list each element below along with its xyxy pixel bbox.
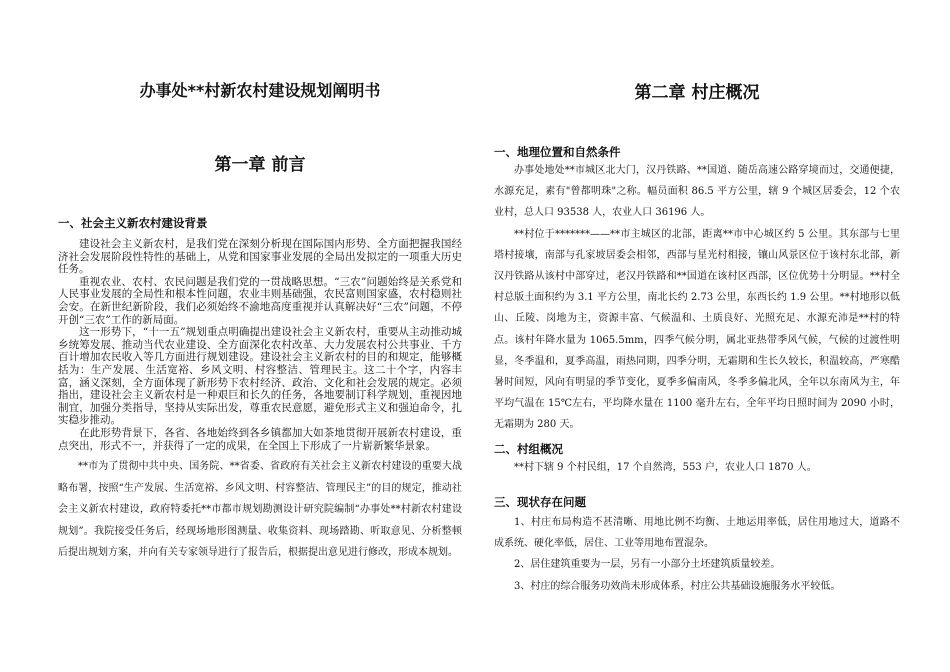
background-paragraphs — [58, 238, 462, 452]
paragraph: 2、居住建筑重要为一层，另有一小部分土坯建筑质量较差。 — [514, 559, 781, 571]
paragraph: 重视农业、农村、农民问题是我们党的一贯战略思想。“三农”问题始终是关系党和人民事业发展的全局性和根本性问题，农业丰则基础强，农民富则国家盛，农村稳则社会安。在新世纪新阶段，我们必须始终不渝地高度重视并认真解决好“三农”问题，不停开创“三农”工作的新局面。 — [58, 275, 462, 326]
geography-paragraphs — [494, 160, 900, 436]
section-heading-problems: 三、现状存在问题 — [494, 495, 586, 509]
left-page — [58, 0, 462, 672]
village-groups-paragraphs — [494, 457, 900, 478]
document-title: 办事处**村新农村建设规划阐明书 — [139, 81, 381, 100]
paragraph: **市为了贯彻中共中央、国务院、**省委、省政府有关社会主义新农村建设的重要大战略布署，按照“生产发展、生活宽裕、乡风文明、村容整洁、管理民主”的目的规定，推动社会主义新农村建设，政府特委托**市都市规划勘测设计研究院编制“办事处**村新农村建设规划”。我院接受任务后，经现场地形图测量、收集资料、现场踏勘、听取意见、分析整顿后提出规划方案，并向有关专家领导进行了报告后，根据提出意见进行修改，形成本规划。 — [58, 461, 462, 558]
right-page — [494, 0, 900, 672]
paragraph: 建设社会主义新农村，是我们党在深刻分析现在国际国内形势、全方面把握我国经济社会发展阶段性特性的基础上，从党和国家事业发展的全局出发拟定的一项重大历史任务。 — [58, 238, 462, 276]
section-heading-background: 一、社会主义新农村建设背景 — [58, 216, 208, 230]
section-heading-geography: 一、地理位置和自然条件 — [494, 145, 621, 159]
chapter-two-title: 第二章 村庄概况 — [634, 83, 760, 103]
paragraph: **村位于*******——**市主城区的北部，距离**市中心城区约 5 公里。其东部与七里塔村接壤，南部与孔家坡居委会相邻，西部与星光村相接，镶山风景区位于该村东北部，新汉丹铁路从该村中部穿过，老汉丹铁路和**国道在该村区西部，区位优势十分明显。**村全村总版土面积约为 3.1 平方公里，南北长约 2.73 公里，东西长约 1.9 公里。**村地形以低山、丘陵、岗地为主，资源丰富、气候温和、土质良好、光照充足、水源充沛是**村的特点。该村年降水量为 1065.5mm，四季气候分明，属北亚热带季风气候，气候的过渡性明显，冬季温和，夏季高温，雨热同期，四季分明，无霜期和生长久较长，积温较高，严寒酷暑时间短，风向有明显的季节变化，夏季多偏南风，冬季多偏北风，全年以东南风为主，年平均气温在 15℃左右，平均降水量在 1100 毫升左右，全年平均日照时间为 2090 小时，无霜期为 280 天。 — [494, 228, 900, 431]
paragraph: 办事处地处**市城区北大门，汉丹铁路、**国道、随岳高速公路穿境而过，交通便捷，水源充足，素有"曾都明珠"之称。幅员面积 86.5 平方公里，辖 9 个城区居委会，12 个农业村，总人口 93538 人，农业人口 36196 人。 — [494, 165, 900, 219]
paragraph: 3、村庄的综合服务功效尚未形成体系，村庄公共基础设施服务水平较低。 — [514, 580, 841, 592]
section-heading-village-groups: 二、村组概况 — [494, 442, 563, 456]
paragraph: 1、村庄布局构造不甚清晰、用地比例不均衡、土地运用率低，居住用地过大，道路不成系统、硬化率低，居住、工业等用地布置混杂。 — [494, 517, 900, 550]
commission-paragraph-block — [58, 456, 462, 564]
problems-paragraphs — [494, 512, 900, 597]
paragraph: 在此形势背景下，各省、各地始终到各乡镇都加大如茶地贯彻开展新农村建设，重点突出，形式不一，并获得了一定的成果，在全国上下形成了一片崭新繁华景象。 — [58, 426, 462, 452]
chapter-one-title: 第一章 前言 — [214, 155, 306, 175]
paragraph: **村下辖 9 个村民组，17 个自然湾，553 户，农业人口 1870 人。 — [514, 462, 817, 473]
paragraph: 这一形势下，“十一五”规划重点明确提出建设社会主义新农村，重要从主动推动城乡统筹发展、推动当代农业建设、全方面深化农村改革、大力发展农村公共事业、千方百计增加农民收入等几方面进行规划建设。建设社会主义新农村的目的和规定，能够概括为：生产发展、生活宽裕、乡风文明、村容整洁、管理民主。这二十个字，内容丰富，涵义深刻，全方面体现了新形势下农村经济、政治、文化和社会发展的规定。必须指出，建设社会主义新农村是一种艰巨和长久的任务，各地要制订科学规划，重视因地制宜，加强分类指导，坚持从实际出发，尊重农民意愿，避免形式主义和强迫命令，扎实稳步推动。 — [58, 326, 462, 427]
